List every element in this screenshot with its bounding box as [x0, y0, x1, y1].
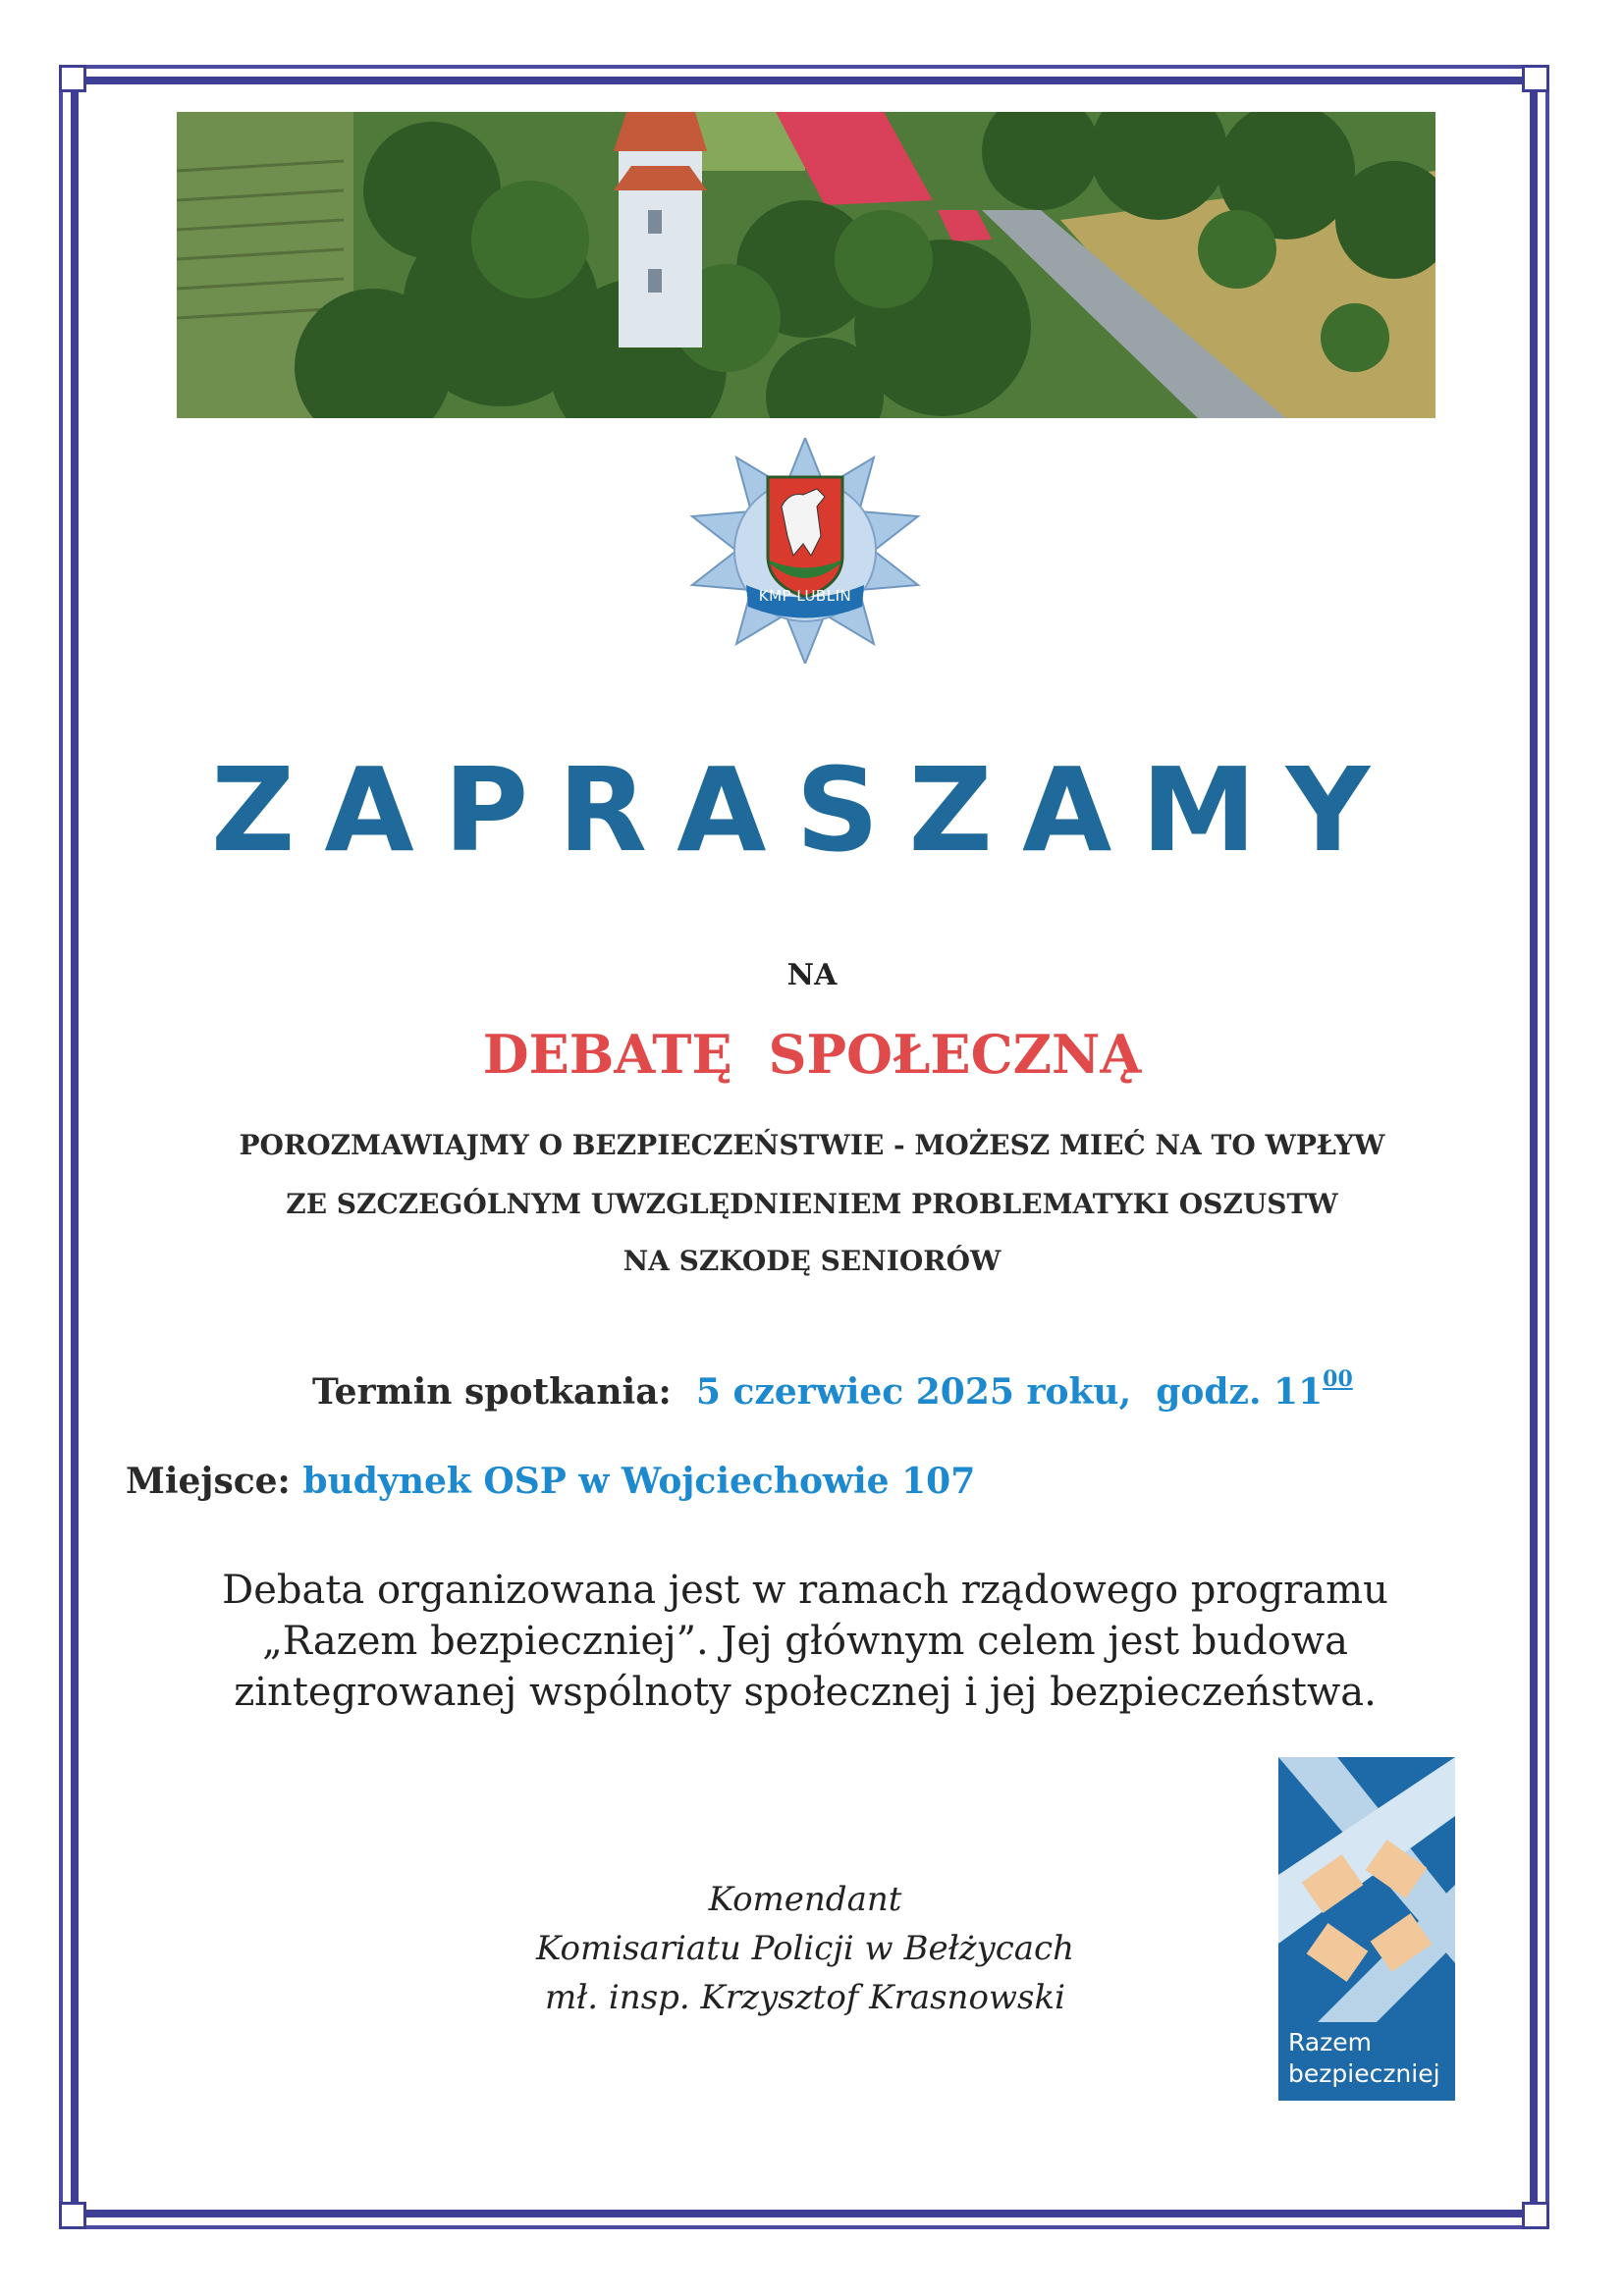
subtitle-line: ZE SZCZEGÓLNYM UWZGLĘDNIENIEM PROBLEMATYKI OSZUSTW: [286, 1188, 1338, 1220]
location-label: Miejsce:: [126, 1461, 291, 1502]
program-logo: [1278, 1757, 1455, 2101]
description: [147, 1565, 1463, 1718]
aerial-photo-banner: [177, 112, 1435, 418]
corner-ornament: [59, 65, 86, 92]
program-logo-line: Razem: [1288, 2028, 1372, 2056]
police-star-logo: [687, 438, 923, 664]
meeting-label: Termin spotkania:: [312, 1371, 672, 1413]
program-logo-text: [1288, 2027, 1455, 2090]
description-line: Debata organizowana jest w ramach rządowego programu: [222, 1568, 1388, 1613]
meeting-date: 5 czerwiec 2025 roku,: [695, 1371, 1132, 1413]
location-row: [126, 1461, 975, 1502]
signature-line: mł. insp. Krzysztof Krasnowski: [545, 1978, 1065, 2017]
signature-line: Komisariatu Policji w Bełżycach: [536, 1929, 1074, 1968]
meeting-time-minutes: 00: [1323, 1366, 1353, 1392]
description-line: zintegrowanej wspólnoty społecznej i jej bezpieczeństwa.: [234, 1670, 1377, 1715]
page-title: ZAPRASZAMY: [210, 742, 1400, 878]
star-emblem-icon: [687, 438, 923, 664]
event-title: DEBATĘ SPOŁECZNĄ: [482, 1023, 1142, 1086]
meeting-time: godz. 11: [1156, 1371, 1324, 1413]
interlocked-hands-icon: [1278, 1757, 1455, 2022]
subtitle-line: NA SZKODĘ SENIORÓW: [623, 1245, 1001, 1277]
meeting-date-row: [312, 1366, 1353, 1413]
logo-label: KMP LUBLIN: [758, 587, 852, 605]
program-logo-line: bezpieczniej: [1288, 2059, 1440, 2088]
subtitle-line: POROZMAWIAJMY O BEZPIECZEŃSTWIE - MOŻESZ MIEĆ NA TO WPŁYW: [239, 1129, 1385, 1161]
signature-line: Komendant: [708, 1880, 902, 1919]
signature-block: [412, 1875, 1198, 2022]
corner-ornament: [59, 2202, 86, 2229]
location-value: budynek OSP w Wojciechowie 107: [302, 1461, 976, 1502]
corner-ornament: [1522, 65, 1549, 92]
corner-ornament: [1522, 2202, 1549, 2229]
intro-text: NA: [786, 958, 838, 992]
description-line: „Razem bezpieczniej”. Jej głównym celem jest budowa: [262, 1619, 1348, 1664]
